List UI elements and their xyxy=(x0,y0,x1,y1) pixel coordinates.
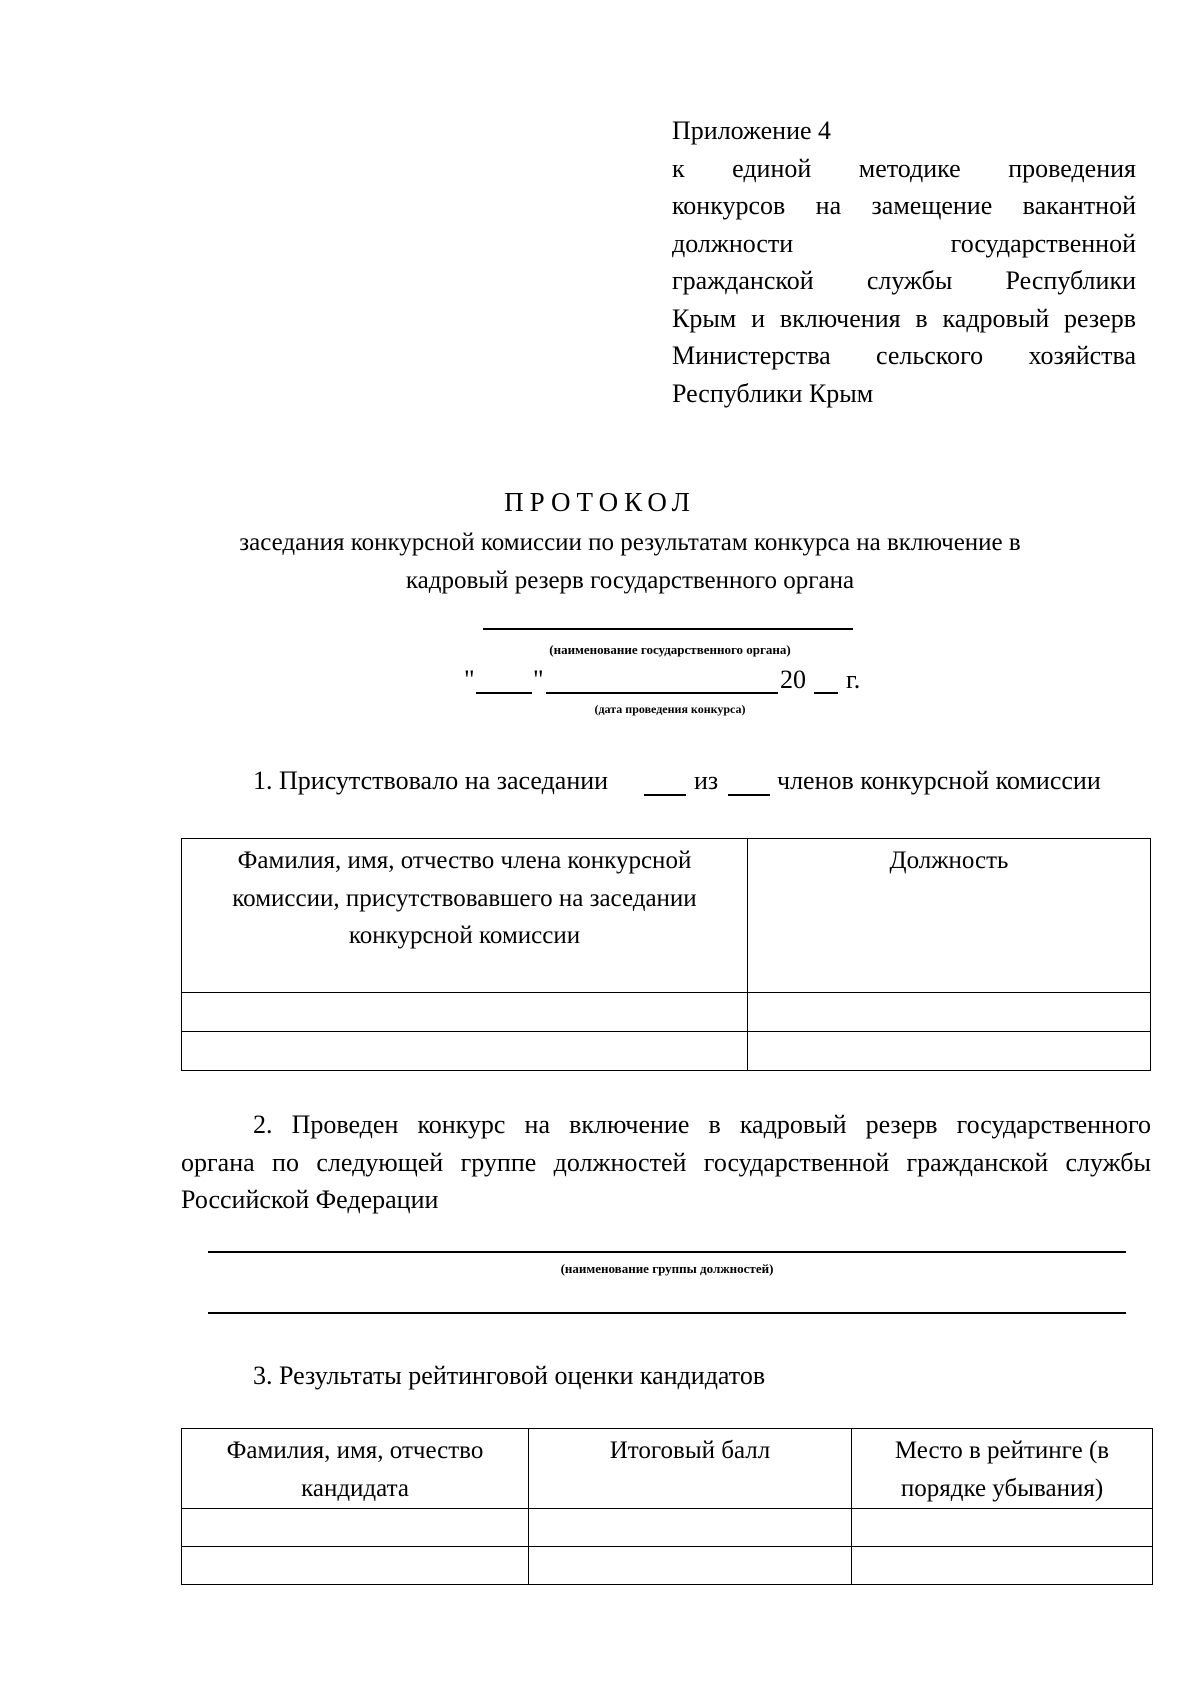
date-quote-close: " xyxy=(533,665,544,694)
table-row xyxy=(182,993,1151,1032)
date-month-field[interactable] xyxy=(546,692,778,694)
appendix-line: Приложение 4 xyxy=(672,116,832,145)
section2-paragraph xyxy=(181,1106,1151,1219)
section1-text-a: 1. Присутствовало на заседании xyxy=(253,766,609,795)
commission-members-table xyxy=(181,838,1151,1071)
table-header-cell: Итоговый балл xyxy=(529,1429,852,1509)
table-cell[interactable] xyxy=(182,1509,529,1547)
table-header-cell: Должность xyxy=(748,839,1151,993)
table-row xyxy=(182,1547,1153,1585)
appendix-line: к единой методике проведения xyxy=(672,153,1136,183)
table-cell[interactable] xyxy=(182,993,748,1032)
section2-line: Российской Федерации xyxy=(181,1185,439,1214)
table-header-cell: Фамилия, имя, отчество кандидата xyxy=(182,1429,529,1509)
table-cell[interactable] xyxy=(748,993,1151,1032)
date-year-field[interactable] xyxy=(814,692,838,694)
section2-line: органа по следующей группе должностей государственной гражданской службы xyxy=(181,1147,1151,1177)
position-group-field-line-2[interactable] xyxy=(208,1312,1126,1314)
date-year-suffix: г. xyxy=(846,665,861,694)
appendix-line: должности государственной xyxy=(672,228,1136,258)
table-header-cell: Фамилия, имя, отчество члена конкурсной комиссии, присутствовавшего на заседании конкурсной комиссии xyxy=(182,839,748,993)
date-day-field[interactable] xyxy=(476,692,532,694)
position-group-field-line[interactable] xyxy=(208,1251,1126,1253)
date-year-prefix: 20 xyxy=(780,665,806,694)
subtitle-line: заседания конкурсной комиссии по результатам конкурса на включение в xyxy=(239,529,1021,556)
table-cell[interactable] xyxy=(182,1032,748,1071)
section3-heading: 3. Результаты рейтинговой оценки кандидатов xyxy=(253,1361,766,1390)
organ-name-field-line[interactable] xyxy=(483,628,853,630)
table-header-row xyxy=(182,839,1151,993)
table-row xyxy=(182,1509,1153,1547)
section1-text-b: из xyxy=(694,766,719,795)
date-quote-open: " xyxy=(464,665,475,694)
date-caption: (дата проведения конкурса) xyxy=(594,702,746,716)
document-subtitle xyxy=(150,524,1110,600)
table-header-cell: Место в рейтинге (в порядке убывания) xyxy=(852,1429,1153,1509)
section1-text-c: членов конкурсной комиссии xyxy=(777,766,1101,795)
table-cell[interactable] xyxy=(852,1547,1153,1585)
appendix-block xyxy=(672,112,1136,412)
table-row xyxy=(182,1032,1151,1071)
section2-line: 2. Проведен конкурс на включение в кадровый резерв государственного xyxy=(253,1110,1151,1139)
appendix-line: Министерства сельского хозяйства xyxy=(672,341,1136,370)
table-cell[interactable] xyxy=(529,1547,852,1585)
organ-name-caption: (наименование государственного органа) xyxy=(549,642,791,657)
appendix-line: Республики Крым xyxy=(672,378,874,408)
candidate-rating-table xyxy=(181,1428,1153,1585)
table-cell[interactable] xyxy=(529,1509,852,1547)
table-header-row xyxy=(182,1429,1153,1509)
position-group-caption: (наименование группы должностей) xyxy=(560,1261,774,1276)
subtitle-line: кадровый резерв государственного органа xyxy=(405,567,855,594)
table-cell[interactable] xyxy=(852,1509,1153,1547)
total-members-field[interactable] xyxy=(728,794,770,796)
table-cell[interactable] xyxy=(748,1032,1151,1071)
appendix-line: конкурсов на замещение вакантной xyxy=(672,191,1136,220)
present-count-field[interactable] xyxy=(644,794,686,796)
document-title: ПРОТОКОЛ xyxy=(504,487,696,517)
appendix-line: гражданской службы Республики xyxy=(672,266,1136,295)
table-cell[interactable] xyxy=(182,1547,529,1585)
appendix-line: Крым и включения в кадровый резерв xyxy=(672,303,1136,333)
